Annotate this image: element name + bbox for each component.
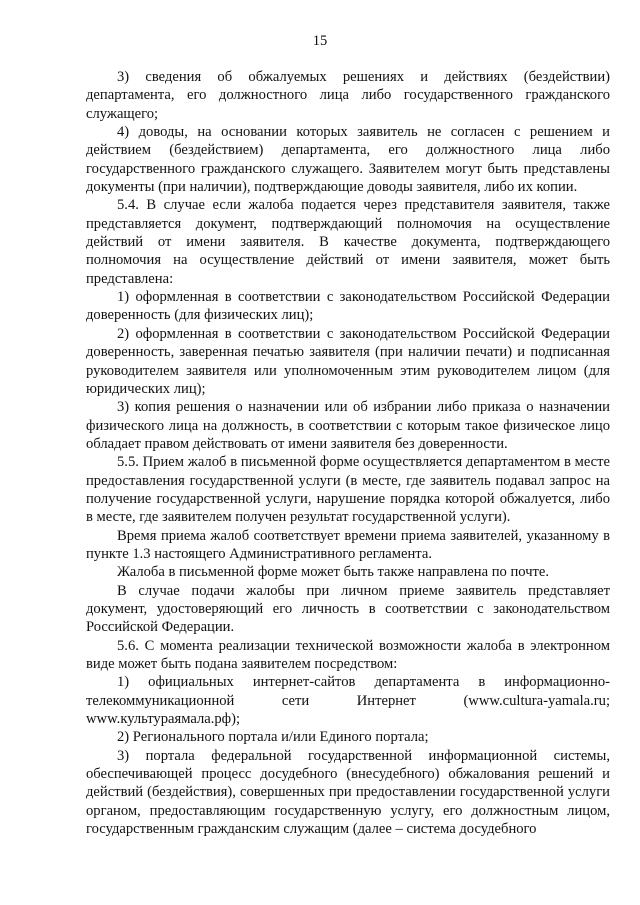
paragraph-electronic-item-2: 2) Регионального портала и/или Единого портала; (117, 729, 429, 746)
paragraph-personal-reception: В случае подачи жалобы при личном приеме заявитель представляет документ, удостоверяющий его личность в соответствии с законодательством Российской Федерации. (86, 582, 610, 636)
paragraph-5-6-electronic: 5.6. С момента реализации технической возможности жалоба в электронном виде может быть подана заявителем посредством: (86, 637, 610, 672)
paragraph-reception-time: Время приема жалоб соответствует времени приема заявителей, указанному в пункте 1.3 настоящего Административного регламента. (86, 527, 610, 562)
document-body (86, 68, 610, 838)
paragraph-electronic-item-1: 1) официальных интернет-сайтов департамента в информационно-телекоммуникационной сети Интернет (www.cultura-yamala.ru; www.культураямала.рф); (86, 674, 610, 728)
paragraph-rep-item-2: 2) оформленная в соответствии с законодательством Российской Федерации доверенность, заверенная печатью заявителя (при наличии печати) и подписанная руководителем заявителя или уполномоченным этим руководителем лицом (для юридических лиц); (86, 325, 610, 397)
page-number: 15 (312, 33, 328, 49)
paragraph-item-4-arguments: 4) доводы, на основании которых заявитель не согласен с решением и действием (бездействием) департамента, его должностного лица либо государственного гражданского служащего. Заявителем могут быть представлены документы (при наличии), подтверждающие доводы заявителя, либо их копии. (86, 124, 610, 196)
paragraph-rep-item-1: 1) оформленная в соответствии с законодательством Российской Федерации доверенность (для физических лиц); (86, 289, 610, 324)
paragraph-electronic-item-3: 3) портала федеральной государственной информационной системы, обеспечивающей процесс досудебного (внесудебного) обжалования решений и действий (бездействия), совершенных при предоставлении государственной услуги органом, предоставляющим государственную услугу, его должностным лицом, государственным гражданским служащим (далее – система досудебного (86, 747, 610, 838)
paragraph-rep-item-3: 3) копия решения о назначении или об избрании либо приказа о назначении физического лица на должность, в соответствии с которым такое физическое лицо обладает правом действовать от имени заявителя без доверенности. (86, 399, 610, 452)
paragraph-item-3-complaint-details: 3) сведения об обжалуемых решениях и действиях (бездействии) департамента, его должностного лица либо государственного гражданского служащего; (86, 69, 610, 122)
paragraph-5-5-written-complaints: 5.5. Прием жалоб в письменной форме осуществляется департаментом в месте предоставления государственной услуги (в месте, где заявитель подавал запрос на получение государственной услуги, нарушение порядка которой обжалуется, либо в месте, где заявителем получен результат государственной услуги). (86, 454, 610, 526)
paragraph-mail-complaint: Жалоба в письменной форме может быть также направлена по почте. (117, 564, 550, 581)
paragraph-5-4-representative: 5.4. В случае если жалоба подается через представителя заявителя, также представляется документ, подтверждающий полномочия на осуществление действий от имени заявителя. В качестве документа, подтверждающего полномочия на осуществление действий от имени заявителя, может быть представлена: (86, 197, 610, 287)
